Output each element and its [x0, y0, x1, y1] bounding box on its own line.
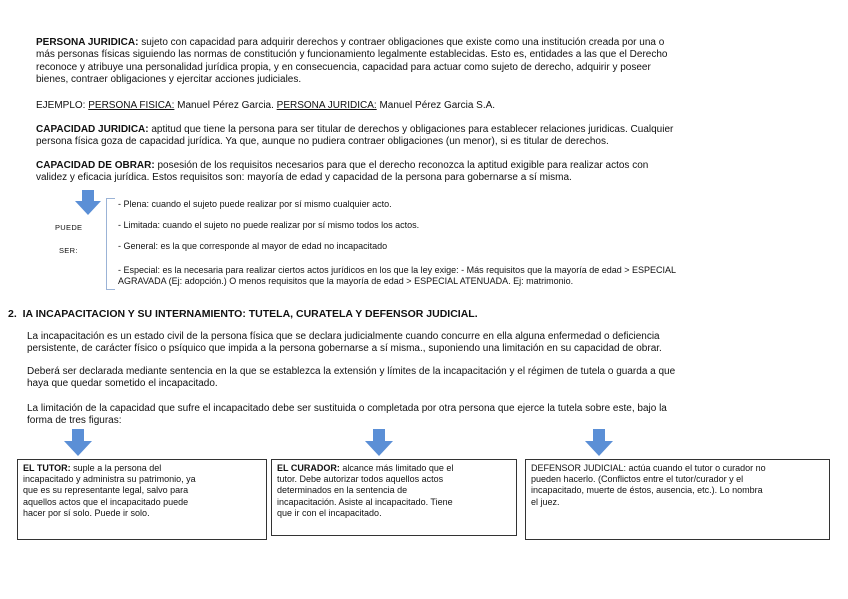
ejemplo-line: EJEMPLO: PERSONA FISICA: Manuel Pérez Garcia. PERSONA JURIDICA: Manuel Pérez Garcia S.A.: [36, 100, 496, 111]
arrow-down-icon: [364, 429, 394, 457]
section-2-para-3: La limitación de la capacidad que sufre el incapacitado debe ser sustituida o completada por otra persona que ejerce la tutela sobre este, bajo la forma de tres figuras:: [27, 403, 667, 427]
arrow-down-icon: [584, 429, 614, 457]
curador-term: EL CURADOR:: [277, 463, 340, 473]
persona-fisica-label: PERSONA FISICA:: [88, 100, 175, 111]
tipo-limitada: - Limitada: cuando el sujeto no puede realizar por sí mismo todos los actos.: [118, 220, 420, 230]
defensor-judicial-box: DEFENSOR JUDICIAL: actúa cuando el tutor o curador no pueden hacerlo. (Conflictos entre el tutor/curador y el incapacitado, muerte de éstos, ausencia, etc.). Lo nombra el juez.: [525, 459, 830, 540]
tipo-general: - General: es la que corresponde al mayor de edad no incapacitado: [118, 241, 388, 251]
arrow-down-icon: [74, 190, 102, 216]
tipo-plena: - Plena: cuando el sujeto puede realizar por sí mismo cualquier acto.: [118, 199, 392, 209]
puede-label: PUEDE: [55, 223, 83, 232]
tipo-especial: - Especial: es la necesaria para realizar ciertos actos jurídicos en los que la ley exige: - Más requisitos que la mayoría de edad > ESPECIAL AGRAVADA (Ej: adopción.) O menos requisitos que la mayoría de edad > ESPECIAL ATENUADA. Ej: matrimonio.: [118, 265, 677, 286]
ser-label: SER:: [59, 246, 78, 255]
section-2-para-2: Deberá ser declarada mediante sentencia en la que se establezca la extensión y límites de la incapacitación y el régimen de tutela o guarda a que haya que quedar sometido el incapacitado.: [27, 366, 676, 390]
capacidad-juridica-term: CAPACIDAD JURIDICA:: [36, 124, 149, 135]
capacidad-obrar-term: CAPACIDAD DE OBRAR:: [36, 160, 155, 171]
capacidad-obrar-paragraph: CAPACIDAD DE OBRAR: posesión de los requisitos necesarios para que el derecho reconozca la aptitud exigible para realizar actos con validez y eficacia jurídica. Estos requisitos son: mayoría de edad y capacidad de la persona para gobernarse a sí misma.: [36, 160, 649, 184]
tutor-box: EL TUTOR: suple a la persona del incapacitado y administra su patrimonio, ya que es su representante legal, salvo para aquellos actos que el incapacitado puede hacer por sí solo. Puede ir solo.: [17, 459, 267, 540]
tutor-term: EL TUTOR:: [23, 463, 71, 473]
section-2-heading: 2. IA INCAPACITACION Y SU INTERNAMIENTO: TUTELA, CURATELA Y DEFENSOR JUDICIAL.: [8, 308, 478, 320]
arrow-down-icon: [63, 429, 93, 457]
curador-box: EL CURADOR: alcance más limitado que el tutor. Debe autorizar todos aquellos actos determinados en la sentencia de incapacitación. Asiste al incapacitado. Tiene que ir con el incapacitado.: [271, 459, 517, 536]
capacidad-juridica-paragraph: CAPACIDAD JURIDICA: aptitud que tiene la persona para ser titular de derechos y obligaciones para establecer relaciones juridicas. Cualquier persona física goza de capacidad jurídica. Ya que, aunque no pudiera contraer obligaciones (un menor), si es titular de derechos.: [36, 124, 674, 148]
persona-juridica-label: PERSONA JURIDICA:: [276, 100, 377, 111]
bracket: [106, 198, 115, 290]
persona-juridica-term: PERSONA JURIDICA:: [36, 37, 139, 48]
persona-juridica-paragraph: PERSONA JURIDICA: sujeto con capacidad para adquirir derechos y contraer obligaciones que existe como una institución creada por una o más personas físicas siguiendo las normas de constitución y funcionamiento legalmente establecidas. Esto es, entidades a las que el Derecho reconoce y atribuye una personalidad jurídica propia, y en consecuencia, capacidad para actuar como sujeto de derecho, adquirir y poseer bienes, contraer obligaciones y ejercitar acciones judiciales.: [36, 37, 668, 86]
section-2-para-1: La incapacitación es un estado civil de la persona física que se declara judicialmente cuando concurre en ella alguna enfermedad o deficiencia persistente, de carácter físico o psíquico que impida a la persona gobernarse a sí misma., suponiendo una limitación en su capacidad de obrar.: [27, 331, 662, 355]
